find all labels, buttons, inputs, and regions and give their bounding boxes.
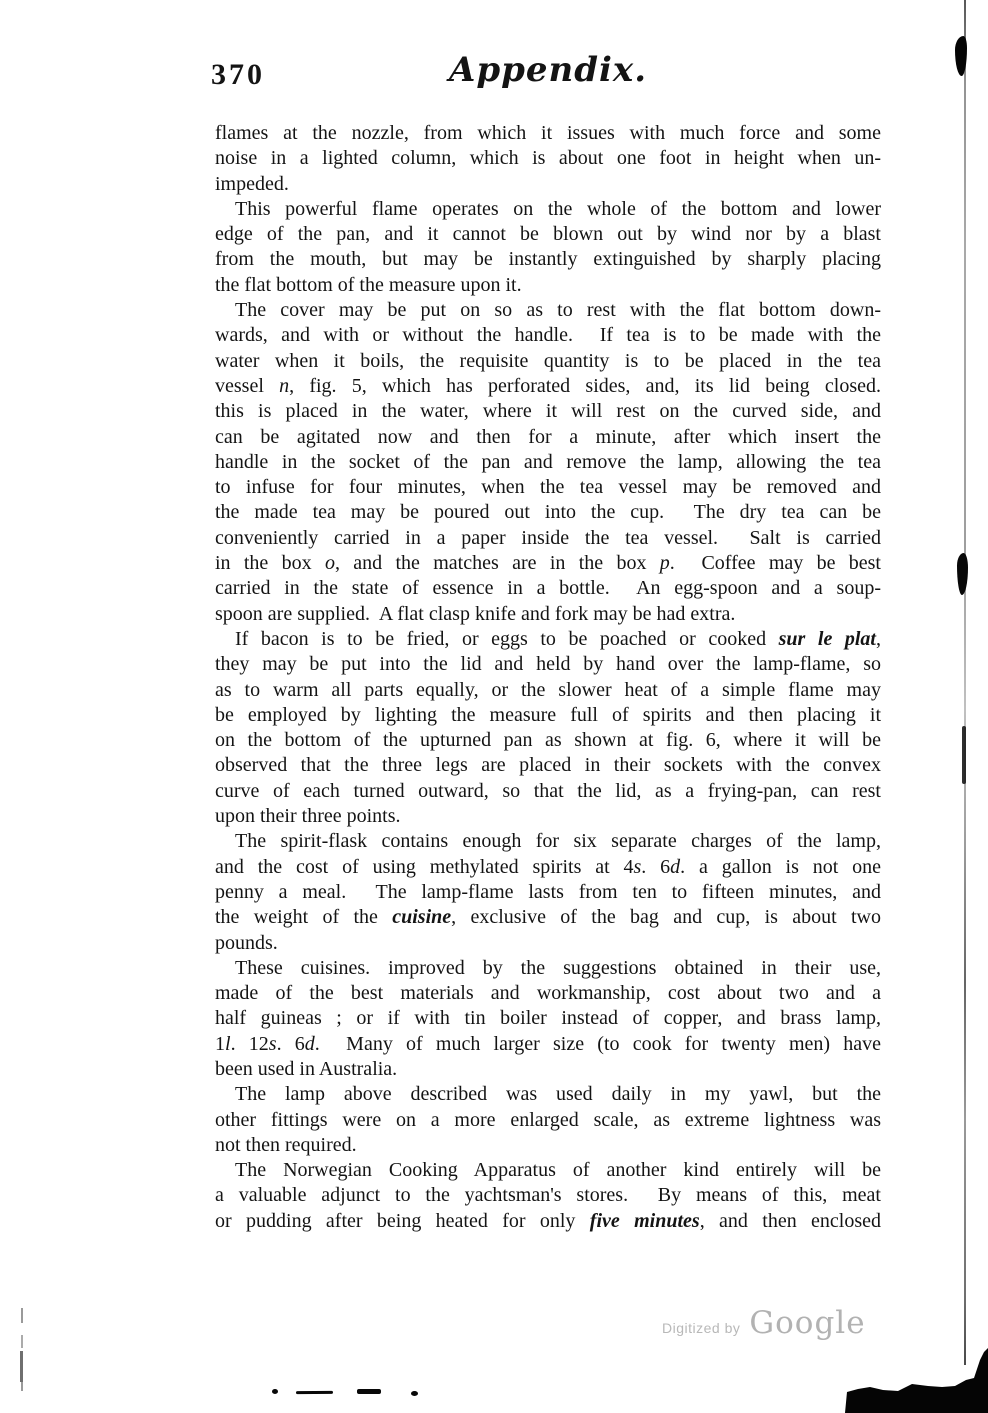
text-segment-emphasis: p: [659, 552, 670, 575]
text-segment: The spirit-flask contains enough for six separate charges of the lamp,: [235, 830, 881, 853]
text-segment: noise in a lighted column, which is about one foot in height when un-: [215, 147, 881, 170]
text-segment: impeded.: [215, 172, 289, 195]
text-segment: a valuable adjunct to the yachtsman's stores. By means of this, meat: [215, 1184, 881, 1207]
scan-artifact-left-mark: [20, 1351, 23, 1382]
scan-artifact-right-dark-segment: [962, 726, 966, 784]
text-segment: be employed by lighting the measure full of spirits and then placing it: [215, 703, 881, 726]
text-segment: they may be put into the lid and held by hand over the lamp-flame, so: [215, 653, 881, 676]
text-segment: . Coffee may be best: [669, 552, 881, 575]
text-line: [215, 652, 881, 677]
text-segment: this is placed in the water, where it will rest on the curved side, and: [215, 400, 881, 423]
text-segment-emphasis: d: [304, 1032, 315, 1055]
text-segment: pounds.: [215, 931, 278, 954]
text-segment: penny a meal. The lamp-flame lasts from ten to fifteen minutes, and: [215, 880, 881, 903]
scan-artifact-bottom-dash: [296, 1391, 333, 1394]
text-line: [215, 475, 881, 500]
text-line: [215, 1158, 881, 1183]
text-segment-emphasis: cuisine: [392, 906, 452, 929]
text-line: [215, 146, 881, 171]
text-segment: , exclusive of the bag and cup, is about two: [451, 906, 882, 929]
text-line: [215, 1032, 881, 1057]
text-line: [215, 602, 881, 627]
body-text-block: [215, 121, 881, 1234]
text-line: [215, 1209, 881, 1234]
text-line: [215, 1082, 881, 1107]
text-segment-emphasis: l: [225, 1032, 231, 1055]
text-segment: . a gallon is not one: [680, 855, 882, 878]
text-segment-emphasis: s: [268, 1032, 277, 1055]
google-logo: Google: [749, 1305, 866, 1341]
page-number: 370: [211, 58, 265, 91]
text-line: [215, 349, 881, 374]
scan-artifact-left-mark: [21, 1382, 23, 1391]
text-segment: carried in the state of essence in a bottle. An egg-spoon and a soup-: [215, 577, 881, 600]
scan-artifact-bottom-dot: [411, 1391, 418, 1396]
text-line: [215, 450, 881, 475]
text-segment: ,: [876, 627, 881, 650]
text-line: [215, 956, 881, 981]
text-segment: from the mouth, but may be instantly extinguished by sharply placing: [215, 248, 881, 271]
text-line: [215, 121, 881, 146]
text-segment: or pudding after being heated for only: [215, 1209, 590, 1232]
text-segment: observed that the three legs are placed in their sockets with the convex: [215, 754, 881, 777]
text-segment: upon their three points.: [215, 805, 401, 828]
scan-artifact-right-edge-line: [964, 0, 966, 1365]
text-line: [215, 829, 881, 854]
text-line: [215, 172, 881, 197]
scan-artifact-right-blob-top: [955, 36, 967, 76]
text-segment-emphasis: n: [279, 374, 290, 397]
text-line: [215, 576, 881, 601]
text-line: [215, 425, 881, 450]
text-line: [215, 500, 881, 525]
text-segment: and the cost of using methylated spirits at 4: [215, 855, 634, 878]
text-line: [215, 1183, 881, 1208]
text-line: [215, 728, 881, 753]
text-line: [215, 855, 881, 880]
text-segment: , fig. 5, which has perforated sides, and, its lid being closed.: [289, 374, 881, 397]
text-line: [215, 273, 881, 298]
text-segment: The lamp above described was used daily in my yawl, but the: [235, 1083, 881, 1106]
text-segment: handle in the socket of the pan and remove the lamp, allowing the tea: [215, 450, 881, 473]
text-segment: . Many of much larger size (to cook for twenty men) have: [314, 1032, 882, 1055]
digitized-by-label: Digitized by: [662, 1320, 741, 1336]
text-segment: been used in Australia.: [215, 1057, 398, 1080]
text-segment: The cover may be put on so as to rest with the flat bottom down-: [235, 299, 881, 322]
text-segment: conveniently carried in a paper inside the tea vessel. Salt is carried: [215, 526, 881, 549]
page-header-title: Appendix.: [448, 50, 648, 90]
text-segment: the weight of the: [215, 906, 393, 929]
text-segment: The Norwegian Cooking Apparatus of another kind entirely will be: [235, 1159, 881, 1182]
text-line: [215, 779, 881, 804]
text-segment: 1: [215, 1032, 225, 1055]
scan-artifact-bottom-dot: [272, 1389, 278, 1394]
text-segment: . 6: [276, 1032, 305, 1055]
text-segment: other fittings were on a more enlarged scale, as extreme lightness was: [215, 1108, 881, 1131]
scan-artifact-bottom-dash: [357, 1389, 381, 1394]
text-segment: spoon are supplied. A flat clasp knife and fork may be had extra.: [215, 602, 736, 625]
text-segment: as to warm all parts equally, or the slower heat of a simple flame may: [215, 678, 881, 701]
text-segment: half guineas ; or if with tin boiler instead of copper, and brass lamp,: [215, 1007, 881, 1030]
text-segment-emphasis: o: [324, 552, 335, 575]
text-line: [215, 374, 881, 399]
text-segment: . 6: [641, 855, 671, 878]
text-segment: , and then enclosed: [699, 1209, 882, 1232]
text-line: [215, 804, 881, 829]
text-line: [215, 753, 881, 778]
text-segment: can be agitated now and then for a minute, after which insert the: [215, 425, 881, 448]
google-watermark: [662, 1305, 866, 1341]
text-line: [215, 399, 881, 424]
text-segment: If bacon is to be fried, or eggs to be poached or cooked: [235, 627, 779, 650]
text-segment: flames at the nozzle, from which it issues with much force and some: [215, 122, 881, 144]
text-line: [215, 1006, 881, 1031]
text-segment-emphasis: five minutes: [589, 1209, 700, 1232]
text-segment: made of the best materials and workmanship, cost about two and a: [215, 982, 881, 1005]
text-line: [215, 197, 881, 222]
text-segment-emphasis: d: [670, 855, 681, 878]
scan-artifact-right-blob-middle: [957, 553, 968, 595]
text-segment: These cuisines. improved by the suggestions obtained in their use,: [235, 956, 881, 979]
text-segment: , and the matches are in the box: [334, 552, 660, 575]
text-line: [215, 551, 881, 576]
text-segment-emphasis: s: [633, 855, 642, 878]
text-segment: . 12: [230, 1032, 269, 1055]
text-line: [215, 1133, 881, 1158]
text-segment: in the box: [215, 552, 325, 575]
text-segment: curve of each turned outward, so that the lid, as a frying-pan, can rest: [215, 779, 881, 802]
text-segment: the made tea may be poured out into the cup. The dry tea can be: [215, 501, 881, 524]
text-segment: the flat bottom of the measure upon it.: [215, 273, 522, 296]
text-line: [215, 905, 881, 930]
scan-artifact-corner-blob: [838, 1348, 988, 1413]
text-line: [215, 981, 881, 1006]
text-segment: not then required.: [215, 1133, 357, 1156]
scan-artifact-left-mark: [21, 1335, 23, 1348]
text-line: [215, 627, 881, 652]
text-line: [215, 1108, 881, 1133]
text-segment: water when it boils, the requisite quantity is to be placed in the tea: [215, 349, 881, 372]
text-segment: on the bottom of the upturned pan as shown at fig. 6, where it will be: [215, 729, 881, 752]
text-line: [215, 880, 881, 905]
text-segment: wards, and with or without the handle. If tea is to be made with the: [215, 324, 881, 347]
text-line: [215, 298, 881, 323]
text-segment: This powerful flame operates on the whole of the bottom and lower: [235, 197, 881, 220]
text-line: [215, 1057, 881, 1082]
text-segment: to infuse for four minutes, when the tea vessel may be removed and: [215, 476, 881, 499]
scan-artifact-left-mark: [21, 1308, 23, 1323]
text-line: [215, 931, 881, 956]
text-line: [215, 678, 881, 703]
text-line: [215, 247, 881, 272]
text-line: [215, 526, 881, 551]
text-line: [215, 703, 881, 728]
text-segment-emphasis: sur le plat: [778, 627, 876, 650]
text-segment: edge of the pan, and it cannot be blown out by wind nor by a blast: [215, 223, 881, 246]
text-line: [215, 222, 881, 247]
text-segment: vessel: [215, 374, 280, 397]
text-line: [215, 323, 881, 348]
